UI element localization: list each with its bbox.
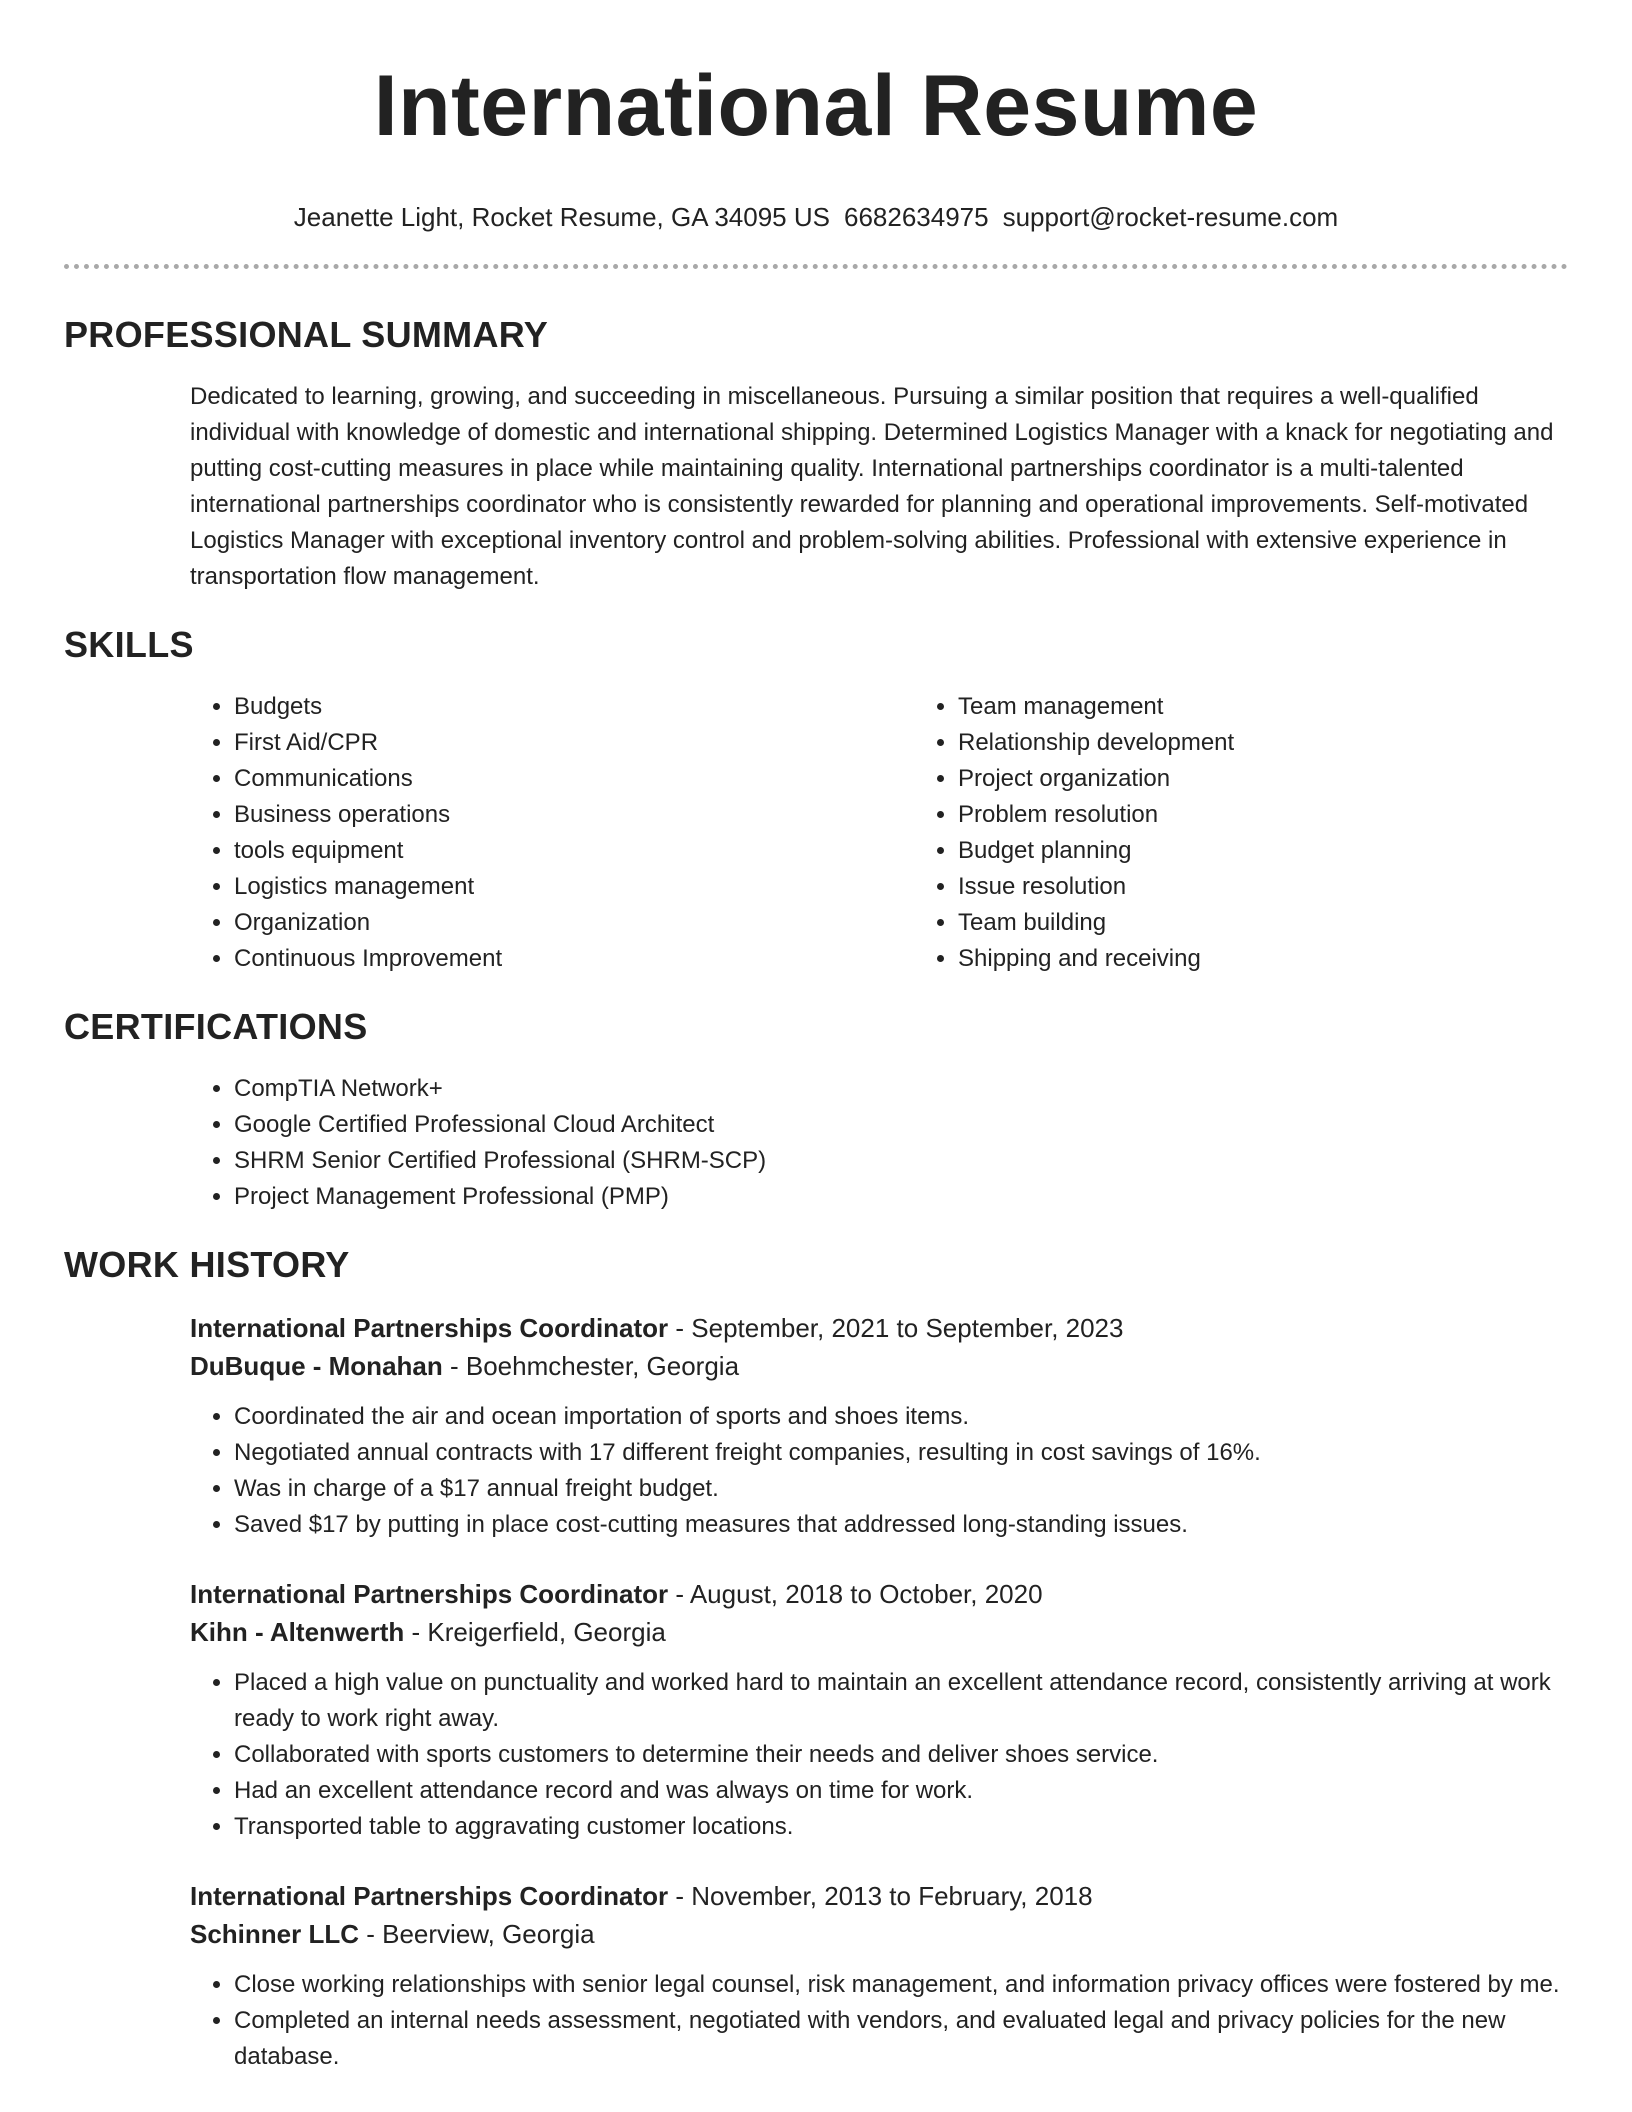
work-history-section	[64, 1243, 1568, 2075]
contact-email: support@rocket-resume.com	[1002, 202, 1339, 232]
job-dates: - August, 2018 to October, 2020	[668, 1579, 1043, 1609]
job-bullet: • Completed an internal needs assessment, negotiated with vendors, and evaluated legal and privacy policies for the new database.	[234, 2003, 1568, 2075]
job-company-line	[190, 1915, 1568, 1953]
job-bullet: • Saved $17 by putting in place cost-cutting measures that addressed long-standing issues.	[234, 1507, 1568, 1543]
work-history-heading: WORK HISTORY	[64, 1244, 350, 1285]
contact-phone: 6682634975	[843, 202, 989, 232]
skills-list-left	[190, 689, 914, 977]
skills-heading: SKILLS	[64, 624, 194, 665]
skill-item: • tools equipment	[234, 833, 914, 869]
certifications-section	[64, 1005, 1568, 1215]
skill-item: • Budget planning	[958, 833, 1234, 869]
skill-item: • Problem resolution	[958, 797, 1234, 833]
job-company-line	[190, 1613, 1568, 1651]
job-bullet: • Close working relationships with senior legal counsel, risk management, and information privacy offices were fostered by me.	[234, 1967, 1568, 2003]
skill-item: • Business operations	[234, 797, 914, 833]
certification-item: • Project Management Professional (PMP)	[234, 1179, 1568, 1215]
job-bullet: • Negotiated annual contracts with 17 different freight companies, resulting in cost savings of 16%.	[234, 1435, 1568, 1471]
skill-item: • Team management	[958, 689, 1234, 725]
job-location: - Kreigerfield, Georgia	[404, 1617, 666, 1647]
job-entry	[190, 1309, 1568, 1543]
job-title-line	[190, 1877, 1568, 1915]
contact-line	[64, 200, 1568, 234]
job-bullet: • Transported table to aggravating customer locations.	[234, 1809, 1568, 1845]
job-bullets	[190, 1399, 1568, 1543]
skill-item: • Continuous Improvement	[234, 941, 914, 977]
skill-item: • Team building	[958, 905, 1234, 941]
job-title: International Partnerships Coordinator	[190, 1313, 669, 1343]
job-company: Kihn - Altenwerth	[190, 1617, 405, 1647]
job-title-line	[190, 1575, 1568, 1613]
contact-address: Jeanette Light, Rocket Resume, GA 34095 US	[293, 202, 830, 232]
job-dates: - September, 2021 to September, 2023	[668, 1313, 1124, 1343]
skill-item: • Budgets	[234, 689, 914, 725]
job-title-line	[190, 1309, 1568, 1347]
skill-item: • Communications	[234, 761, 914, 797]
summary-section	[64, 313, 1568, 595]
job-entry	[190, 1575, 1568, 1845]
skills-list-right	[914, 689, 1234, 977]
summary-text: Dedicated to learning, growing, and succeeding in miscellaneous. Pursuing a similar position that requires a well-qualified individual with knowledge of domestic and international shipping. Determined Logistics Manager with a knack for negotiating and putting cost-cutting measures in place while maintaining quality. International partnerships coordinator is a multi-talented international partnerships coordinator who is consistently rewarded for planning and operational improvements. Self-motivated Logistics Manager with exceptional inventory control and problem-solving abilities. Professional with extensive experience in transportation flow management.	[190, 383, 1554, 590]
job-bullets	[190, 1665, 1568, 1845]
job-bullet: • Had an excellent attendance record and was always on time for work.	[234, 1773, 1568, 1809]
job-bullet: • Placed a high value on punctuality and worked hard to maintain an excellent attendance record, consistently arriving at work ready to work right away.	[234, 1665, 1568, 1737]
job-bullets	[190, 1967, 1568, 2075]
job-bullet: • Coordinated the air and ocean importation of sports and shoes items.	[234, 1399, 1568, 1435]
job-title: International Partnerships Coordinator	[190, 1579, 669, 1609]
skill-item: • Logistics management	[234, 869, 914, 905]
skill-item: • Issue resolution	[958, 869, 1234, 905]
certification-item: • SHRM Senior Certified Professional (SHRM-SCP)	[234, 1143, 1568, 1179]
job-dates: - November, 2013 to February, 2018	[668, 1881, 1093, 1911]
skills-section	[64, 623, 1568, 977]
job-company-line	[190, 1347, 1568, 1385]
skill-item: • Shipping and receiving	[958, 941, 1234, 977]
job-title: International Partnerships Coordinator	[190, 1881, 669, 1911]
job-bullet: • Collaborated with sports customers to determine their needs and deliver shoes service.	[234, 1737, 1568, 1773]
job-company: Schinner LLC	[190, 1919, 360, 1949]
header-divider	[64, 264, 1568, 269]
certification-item: • CompTIA Network+	[234, 1071, 1568, 1107]
skills-columns	[190, 689, 1568, 977]
resume-title: International Resume	[373, 58, 1259, 154]
summary-heading: PROFESSIONAL SUMMARY	[64, 314, 549, 355]
job-entry	[190, 1877, 1568, 2075]
skill-item: • Project organization	[958, 761, 1234, 797]
job-location: - Beerview, Georgia	[359, 1919, 595, 1949]
skill-item: • First Aid/CPR	[234, 725, 914, 761]
certifications-heading: CERTIFICATIONS	[64, 1006, 368, 1047]
job-location: - Boehmchester, Georgia	[442, 1351, 740, 1381]
job-company: DuBuque - Monahan	[190, 1351, 443, 1381]
skill-item: • Organization	[234, 905, 914, 941]
skill-item: • Relationship development	[958, 725, 1234, 761]
certification-item: • Google Certified Professional Cloud Architect	[234, 1107, 1568, 1143]
certifications-list	[190, 1071, 1568, 1215]
job-bullet: • Was in charge of a $17 annual freight budget.	[234, 1471, 1568, 1507]
